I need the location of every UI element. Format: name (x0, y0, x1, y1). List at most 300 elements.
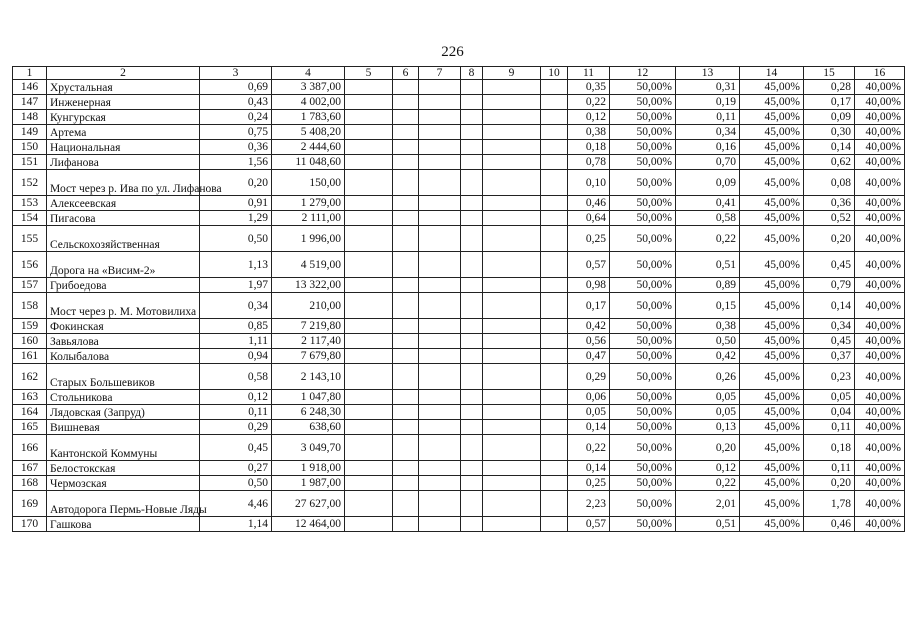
column-header: 10 (541, 67, 568, 80)
column-header: 11 (568, 67, 610, 80)
empty-cell (419, 170, 461, 196)
road-name: Грибоедова (47, 278, 200, 293)
cost-cell: 3 049,70 (272, 435, 345, 461)
empty-cell (345, 211, 393, 226)
table-row (13, 405, 905, 420)
percent-cell: 50,00% (610, 170, 676, 196)
value-cell: 0,05 (676, 390, 740, 405)
percent-cell: 45,00% (740, 278, 804, 293)
empty-cell (541, 435, 568, 461)
column-header: 7 (419, 67, 461, 80)
empty-cell (461, 491, 483, 517)
length-cell: 1,56 (200, 155, 272, 170)
empty-cell (345, 95, 393, 110)
length-cell: 4,46 (200, 491, 272, 517)
empty-cell (483, 110, 541, 125)
percent-cell: 45,00% (740, 517, 804, 532)
table-row (13, 196, 905, 211)
cost-cell: 4 002,00 (272, 95, 345, 110)
length-cell: 1,13 (200, 252, 272, 278)
road-name: Колыбалова (47, 349, 200, 364)
value-cell: 0,30 (804, 125, 855, 140)
empty-cell (393, 334, 419, 349)
cost-cell: 1 783,60 (272, 110, 345, 125)
column-header: 2 (47, 67, 200, 80)
empty-cell (541, 390, 568, 405)
percent-cell: 50,00% (610, 461, 676, 476)
column-header: 5 (345, 67, 393, 80)
value-cell: 0,51 (676, 517, 740, 532)
row-number: 149 (13, 125, 47, 140)
value-cell: 0,38 (568, 125, 610, 140)
percent-cell: 45,00% (740, 435, 804, 461)
length-cell: 0,85 (200, 319, 272, 334)
value-cell: 0,15 (676, 293, 740, 319)
road-name: Гашкова (47, 517, 200, 532)
length-cell: 0,36 (200, 140, 272, 155)
percent-cell: 50,00% (610, 405, 676, 420)
empty-cell (541, 293, 568, 319)
empty-cell (419, 226, 461, 252)
value-cell: 0,25 (568, 226, 610, 252)
percent-cell: 50,00% (610, 491, 676, 517)
empty-cell (345, 293, 393, 319)
value-cell: 1,78 (804, 491, 855, 517)
value-cell: 0,08 (804, 170, 855, 196)
road-name: Национальная (47, 140, 200, 155)
empty-cell (419, 95, 461, 110)
value-cell: 0,14 (804, 140, 855, 155)
empty-cell (345, 405, 393, 420)
empty-cell (393, 390, 419, 405)
empty-cell (419, 405, 461, 420)
table-row (13, 491, 905, 517)
percent-cell: 40,00% (855, 461, 905, 476)
value-cell: 0,22 (568, 95, 610, 110)
table-body (13, 80, 905, 532)
percent-cell: 50,00% (610, 196, 676, 211)
empty-cell (393, 435, 419, 461)
percent-cell: 45,00% (740, 170, 804, 196)
empty-cell (461, 293, 483, 319)
value-cell: 0,12 (568, 110, 610, 125)
empty-cell (345, 170, 393, 196)
percent-cell: 40,00% (855, 319, 905, 334)
empty-cell (461, 420, 483, 435)
percent-cell: 45,00% (740, 405, 804, 420)
cost-cell: 638,60 (272, 420, 345, 435)
empty-cell (393, 140, 419, 155)
empty-cell (419, 110, 461, 125)
empty-cell (461, 110, 483, 125)
value-cell: 0,26 (676, 364, 740, 390)
cost-cell: 150,00 (272, 170, 345, 196)
cost-cell: 1 996,00 (272, 226, 345, 252)
value-cell: 0,57 (568, 252, 610, 278)
empty-cell (345, 252, 393, 278)
cost-cell: 27 627,00 (272, 491, 345, 517)
row-number: 170 (13, 517, 47, 532)
empty-cell (393, 420, 419, 435)
value-cell: 0,45 (804, 252, 855, 278)
value-cell: 0,14 (568, 461, 610, 476)
empty-cell (345, 155, 393, 170)
row-number: 159 (13, 319, 47, 334)
row-number: 163 (13, 390, 47, 405)
empty-cell (461, 170, 483, 196)
column-header: 6 (393, 67, 419, 80)
road-name: Белостокская (47, 461, 200, 476)
empty-cell (461, 349, 483, 364)
value-cell: 0,42 (676, 349, 740, 364)
row-number: 166 (13, 435, 47, 461)
empty-cell (393, 476, 419, 491)
empty-cell (345, 334, 393, 349)
empty-cell (541, 349, 568, 364)
road-name: Дорога на «Висим-2» (47, 252, 200, 278)
length-cell: 0,91 (200, 196, 272, 211)
empty-cell (393, 278, 419, 293)
value-cell: 0,20 (804, 476, 855, 491)
empty-cell (483, 405, 541, 420)
percent-cell: 45,00% (740, 196, 804, 211)
empty-cell (419, 278, 461, 293)
value-cell: 0,57 (568, 517, 610, 532)
value-cell: 0,56 (568, 334, 610, 349)
empty-cell (541, 420, 568, 435)
empty-cell (483, 226, 541, 252)
value-cell: 0,22 (676, 476, 740, 491)
empty-cell (461, 461, 483, 476)
empty-cell (541, 252, 568, 278)
percent-cell: 50,00% (610, 517, 676, 532)
length-cell: 0,75 (200, 125, 272, 140)
table-row (13, 226, 905, 252)
table-row (13, 349, 905, 364)
empty-cell (393, 170, 419, 196)
column-header: 12 (610, 67, 676, 80)
percent-cell: 40,00% (855, 364, 905, 390)
value-cell: 0,09 (804, 110, 855, 125)
empty-cell (541, 196, 568, 211)
value-cell: 0,52 (804, 211, 855, 226)
value-cell: 0,05 (676, 405, 740, 420)
empty-cell (393, 196, 419, 211)
empty-cell (461, 252, 483, 278)
empty-cell (419, 491, 461, 517)
percent-cell: 40,00% (855, 140, 905, 155)
column-header: 16 (855, 67, 905, 80)
table-row (13, 517, 905, 532)
value-cell: 0,11 (804, 461, 855, 476)
value-cell: 0,18 (568, 140, 610, 155)
empty-cell (541, 517, 568, 532)
value-cell: 0,35 (568, 80, 610, 95)
empty-cell (393, 110, 419, 125)
empty-cell (393, 226, 419, 252)
empty-cell (461, 364, 483, 390)
length-cell: 0,50 (200, 226, 272, 252)
empty-cell (419, 390, 461, 405)
table-row (13, 80, 905, 95)
table-row (13, 420, 905, 435)
empty-cell (483, 80, 541, 95)
empty-cell (541, 95, 568, 110)
value-cell: 0,50 (676, 334, 740, 349)
percent-cell: 50,00% (610, 80, 676, 95)
length-cell: 0,29 (200, 420, 272, 435)
percent-cell: 50,00% (610, 435, 676, 461)
value-cell: 0,41 (676, 196, 740, 211)
empty-cell (541, 110, 568, 125)
empty-cell (541, 278, 568, 293)
percent-cell: 40,00% (855, 334, 905, 349)
value-cell: 0,25 (568, 476, 610, 491)
row-number: 147 (13, 95, 47, 110)
empty-cell (393, 211, 419, 226)
cost-cell: 4 519,00 (272, 252, 345, 278)
table-row (13, 155, 905, 170)
percent-cell: 40,00% (855, 170, 905, 196)
empty-cell (483, 278, 541, 293)
empty-cell (541, 491, 568, 517)
empty-cell (393, 461, 419, 476)
percent-cell: 45,00% (740, 476, 804, 491)
percent-cell: 50,00% (610, 110, 676, 125)
empty-cell (419, 196, 461, 211)
empty-cell (345, 278, 393, 293)
empty-cell (345, 420, 393, 435)
empty-cell (393, 293, 419, 319)
value-cell: 0,42 (568, 319, 610, 334)
percent-cell: 40,00% (855, 155, 905, 170)
road-name: Пигасова (47, 211, 200, 226)
value-cell: 0,45 (804, 334, 855, 349)
percent-cell: 50,00% (610, 364, 676, 390)
length-cell: 0,45 (200, 435, 272, 461)
empty-cell (419, 476, 461, 491)
table-row (13, 461, 905, 476)
length-cell: 0,20 (200, 170, 272, 196)
empty-cell (483, 252, 541, 278)
empty-cell (345, 226, 393, 252)
percent-cell: 45,00% (740, 461, 804, 476)
empty-cell (541, 140, 568, 155)
empty-cell (393, 405, 419, 420)
empty-cell (345, 319, 393, 334)
empty-cell (483, 125, 541, 140)
empty-cell (461, 226, 483, 252)
empty-cell (541, 125, 568, 140)
empty-cell (419, 155, 461, 170)
percent-cell: 45,00% (740, 420, 804, 435)
row-number: 158 (13, 293, 47, 319)
empty-cell (419, 293, 461, 319)
cost-cell: 1 047,80 (272, 390, 345, 405)
percent-cell: 45,00% (740, 211, 804, 226)
percent-cell: 50,00% (610, 278, 676, 293)
empty-cell (483, 491, 541, 517)
value-cell: 0,23 (804, 364, 855, 390)
percent-cell: 50,00% (610, 140, 676, 155)
value-cell: 0,98 (568, 278, 610, 293)
row-number: 161 (13, 349, 47, 364)
length-cell: 0,69 (200, 80, 272, 95)
empty-cell (419, 349, 461, 364)
table-row (13, 95, 905, 110)
percent-cell: 40,00% (855, 226, 905, 252)
percent-cell: 45,00% (740, 80, 804, 95)
empty-cell (483, 95, 541, 110)
row-number: 156 (13, 252, 47, 278)
percent-cell: 45,00% (740, 349, 804, 364)
cost-cell: 3 387,00 (272, 80, 345, 95)
empty-cell (483, 349, 541, 364)
table-row (13, 140, 905, 155)
percent-cell: 50,00% (610, 334, 676, 349)
page-number: 226 (441, 44, 464, 60)
value-cell: 0,17 (568, 293, 610, 319)
value-cell: 0,13 (676, 420, 740, 435)
row-number: 155 (13, 226, 47, 252)
value-cell: 0,62 (804, 155, 855, 170)
percent-cell: 40,00% (855, 405, 905, 420)
empty-cell (461, 95, 483, 110)
percent-cell: 45,00% (740, 293, 804, 319)
cost-cell: 1 918,00 (272, 461, 345, 476)
road-name: Лядовская (Запруд) (47, 405, 200, 420)
table-row (13, 334, 905, 349)
cost-cell: 2 117,40 (272, 334, 345, 349)
empty-cell (419, 252, 461, 278)
empty-cell (419, 319, 461, 334)
value-cell: 2,23 (568, 491, 610, 517)
percent-cell: 40,00% (855, 211, 905, 226)
empty-cell (419, 461, 461, 476)
percent-cell: 50,00% (610, 226, 676, 252)
empty-cell (419, 435, 461, 461)
row-number: 153 (13, 196, 47, 211)
percent-cell: 50,00% (610, 390, 676, 405)
percent-cell: 40,00% (855, 252, 905, 278)
empty-cell (461, 319, 483, 334)
value-cell: 0,04 (804, 405, 855, 420)
percent-cell: 40,00% (855, 349, 905, 364)
value-cell: 0,11 (676, 110, 740, 125)
cost-cell: 13 322,00 (272, 278, 345, 293)
road-name: Фокинская (47, 319, 200, 334)
empty-cell (345, 491, 393, 517)
percent-cell: 50,00% (610, 155, 676, 170)
empty-cell (483, 517, 541, 532)
percent-cell: 45,00% (740, 125, 804, 140)
empty-cell (483, 155, 541, 170)
road-name: Инженерная (47, 95, 200, 110)
empty-cell (393, 95, 419, 110)
table-row (13, 125, 905, 140)
percent-cell: 45,00% (740, 252, 804, 278)
road-name: Завьялова (47, 334, 200, 349)
column-header: 1 (13, 67, 47, 80)
percent-cell: 45,00% (740, 334, 804, 349)
row-number: 168 (13, 476, 47, 491)
row-number: 165 (13, 420, 47, 435)
road-name: Сельскохозяйственная (47, 226, 200, 252)
value-cell: 0,17 (804, 95, 855, 110)
cost-cell: 210,00 (272, 293, 345, 319)
value-cell: 0,16 (676, 140, 740, 155)
percent-cell: 45,00% (740, 319, 804, 334)
percent-cell: 40,00% (855, 80, 905, 95)
empty-cell (345, 435, 393, 461)
empty-cell (541, 155, 568, 170)
empty-cell (483, 211, 541, 226)
empty-cell (345, 140, 393, 155)
percent-cell: 45,00% (740, 226, 804, 252)
empty-cell (419, 80, 461, 95)
road-name: Артема (47, 125, 200, 140)
row-number: 157 (13, 278, 47, 293)
cost-cell: 7 679,80 (272, 349, 345, 364)
value-cell: 0,37 (804, 349, 855, 364)
empty-cell (461, 405, 483, 420)
percent-cell: 45,00% (740, 155, 804, 170)
length-cell: 0,43 (200, 95, 272, 110)
empty-cell (461, 435, 483, 461)
cost-cell: 12 464,00 (272, 517, 345, 532)
empty-cell (345, 364, 393, 390)
row-number: 167 (13, 461, 47, 476)
length-cell: 1,11 (200, 334, 272, 349)
column-header: 8 (461, 67, 483, 80)
percent-cell: 40,00% (855, 435, 905, 461)
value-cell: 0,05 (804, 390, 855, 405)
empty-cell (483, 476, 541, 491)
empty-cell (345, 80, 393, 95)
empty-cell (345, 349, 393, 364)
road-name: Мост через р. М. Мотовилиха (47, 293, 200, 319)
value-cell: 0,47 (568, 349, 610, 364)
road-name: Старых Большевиков (47, 364, 200, 390)
percent-cell: 40,00% (855, 390, 905, 405)
table-row (13, 319, 905, 334)
value-cell: 0,12 (676, 461, 740, 476)
empty-cell (541, 405, 568, 420)
column-header: 4 (272, 67, 345, 80)
empty-cell (461, 334, 483, 349)
empty-cell (345, 476, 393, 491)
table-row (13, 364, 905, 390)
empty-cell (419, 334, 461, 349)
empty-cell (461, 278, 483, 293)
value-cell: 0,11 (804, 420, 855, 435)
row-number: 152 (13, 170, 47, 196)
empty-cell (483, 390, 541, 405)
percent-cell: 45,00% (740, 390, 804, 405)
percent-cell: 50,00% (610, 349, 676, 364)
percent-cell: 50,00% (610, 211, 676, 226)
column-header: 15 (804, 67, 855, 80)
percent-cell: 50,00% (610, 319, 676, 334)
empty-cell (541, 170, 568, 196)
value-cell: 0,29 (568, 364, 610, 390)
empty-cell (461, 196, 483, 211)
value-cell: 0,19 (676, 95, 740, 110)
table-row (13, 476, 905, 491)
empty-cell (461, 211, 483, 226)
empty-cell (419, 420, 461, 435)
road-name: Кантонской Коммуны (47, 435, 200, 461)
